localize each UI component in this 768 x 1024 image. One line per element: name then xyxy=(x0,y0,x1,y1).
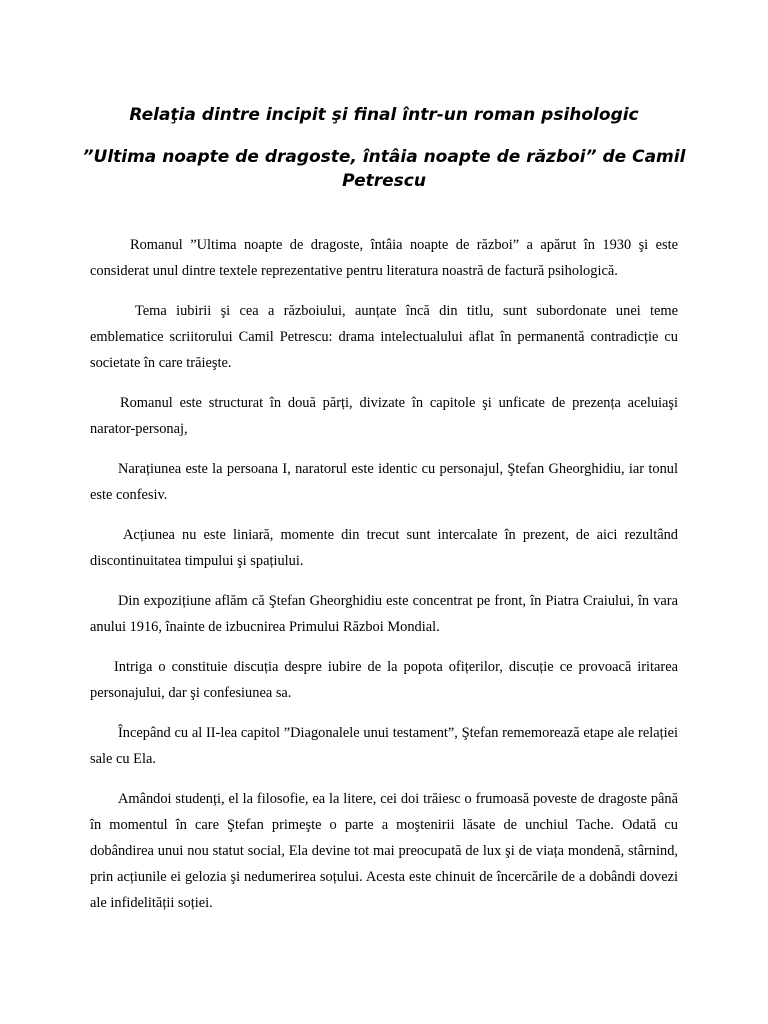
paragraph: Tema iubirii şi cea a războiului, aunțate încă din titlu, sunt subordonate unei teme emblematice scriitorului Camil Petrescu: drama intelectualului aflat în permanentă contradicție cu societate în care trăieşte. xyxy=(90,303,678,371)
document-title: Relaţia dintre incipit şi final într-un roman psihologic xyxy=(129,105,639,125)
paragraph: Amândoi studenți, el la filosofie, ea la litere, cei doi trăiesc o frumoasă poveste de dragoste până în momentul în care Ştefan primeşte o parte a moştenirii lăsate de unchiul Tache. Odată cu dobândirea unui nou statut social, Ela devine tot mai preocupată de lux şi de viața mondenă, stârnind, prin acțiunile ei gelozia şi nedumerirea soțului. Acesta este chinuit de încercările de a dobândi dovezi ale infidelității soției. xyxy=(90,791,678,911)
paragraph: Din expozițiune aflăm că Ştefan Gheorghidiu este concentrat pe front, în Piatra Craiului, în vara anului 1916, înainte de izbucnirea Primului Război Mondial. xyxy=(90,593,678,635)
paragraph: Romanul este structurat în două părți, divizate în capitole şi unficate de prezența aceluiaşi narator-personaj, xyxy=(90,395,678,437)
paragraph: Romanul ”Ultima noapte de dragoste, întâia noapte de război” a apărut în 1930 şi este considerat unul dintre textele reprezentative pentru literatura noastră de factură psihologică. xyxy=(90,237,678,279)
paragraph: Intriga o constituie discuția despre iubire de la popota ofițerilor, discuție ce provoacă iritarea personajului, dar şi confesiunea sa. xyxy=(90,659,678,701)
document-body xyxy=(90,232,678,930)
paragraph: Narațiunea este la persoana I, naratorul este identic cu personajul, Ştefan Gheorghidiu, iar tonul este confesiv. xyxy=(90,461,678,503)
paragraph: Începând cu al II-lea capitol ”Diagonalele unui testament”, Ştefan rememorează etape ale relației sale cu Ela. xyxy=(90,725,678,767)
paragraph: Acțiunea nu este liniară, momente din trecut sunt intercalate în prezent, de aici rezultând discontinuitatea timpului şi spațiului. xyxy=(90,527,678,569)
document-subtitle: ”Ultima noapte de dragoste, întâia noapte de război” de Camil Petrescu xyxy=(82,147,686,191)
